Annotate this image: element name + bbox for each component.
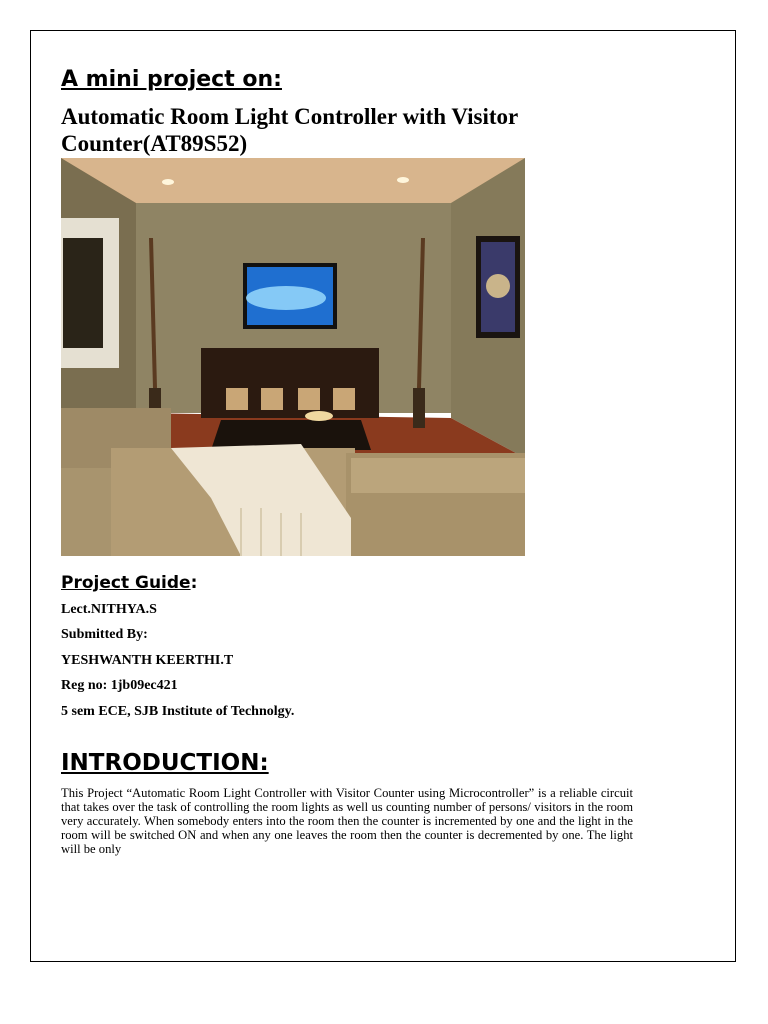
semester-institute: 5 sem ECE, SJB Institute of Technolgy. xyxy=(61,704,295,719)
submitted-by-label: Submitted By: xyxy=(61,627,148,642)
registration-number: Reg no: 1jb09ec421 xyxy=(61,678,178,693)
introduction-paragraph: This Project “Automatic Room Light Controller with Visitor Counter using Microcontroller” is a reliable circuit that takes over the task of controlling the room lights as well us counting number of persons/ visitors in the room very accurately. When somebody enters into the room then the counter is incremented by one and the light in the room will be switched ON and when any one leaves the room then the counter is decremented by one. The light will be only xyxy=(61,786,633,856)
project-guide-label xyxy=(61,573,197,593)
introduction-heading: INTRODUCTION: xyxy=(61,750,269,776)
project-kicker: A mini project on: xyxy=(61,67,282,92)
room-photo-illustration xyxy=(61,158,525,556)
project-title: Automatic Room Light Controller with Visitor Counter(AT89S52) xyxy=(61,104,518,156)
room-photo xyxy=(61,158,525,556)
guide-name: Lect.NITHYA.S xyxy=(61,602,157,617)
project-guide-colon: : xyxy=(190,573,198,593)
project-guide-label-text: Project Guide xyxy=(61,573,191,593)
student-name: YESHWANTH KEERTHI.T xyxy=(61,653,234,668)
